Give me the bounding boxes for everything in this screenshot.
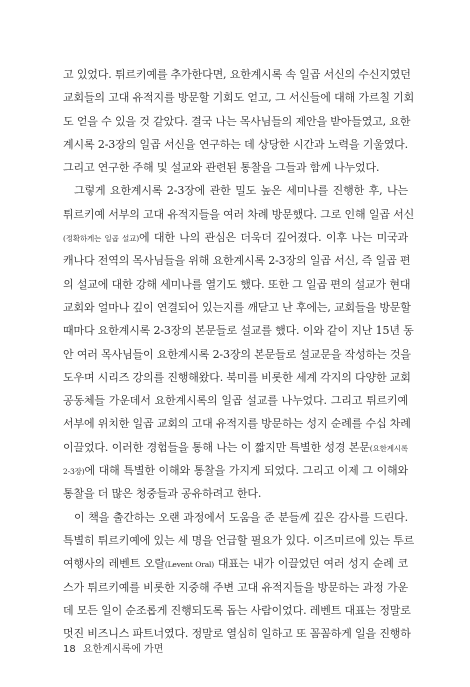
text-line: 교회들의 고대 유적지를 방문할 기회도 얻고, 그 서신들에 대해 가르칠 기회 xyxy=(63,91,415,105)
body-text xyxy=(63,63,415,645)
text-line: 2-3장)에 대해 특별한 이해와 통찰을 가지게 되었다. 그리고 이제 그 이해와 xyxy=(63,464,408,478)
text-line: 멋진 비즈니스 파트너였다. 정말로 열심히 일하고 또 꼼꼼하게 일을 진행하 xyxy=(63,627,411,641)
text-line: 도우며 시리즈 강의를 진행해왔다. 북미를 비롯한 세계 각지의 다양한 교회 xyxy=(63,370,411,384)
page-number: 18 xyxy=(63,644,76,655)
text-line: 때마다 요한계시록 2-3장의 본문들로 설교를 했다. 이와 같이 지난 15년 동 xyxy=(63,324,414,338)
text-line: 통찰을 더 많은 청중들과 공유하려고 한다. xyxy=(63,487,262,501)
parenthetical-note: 2-3장) xyxy=(63,467,85,477)
text-line: 이 책을 출간하는 오랜 과정에서 도움을 준 분들께 깊은 감사를 드린다. xyxy=(74,510,408,524)
text-line: 그렇게 요한계시록 2-3장에 관한 밀도 높은 세미나를 진행한 후, 나는 xyxy=(74,184,408,198)
text-line: 도 얻을 수 있을 것 같았다. 결국 나는 목사님들의 제안을 받아들였고, 요한 xyxy=(63,114,411,128)
text-line: 교회와 얼마나 깊이 연결되어 있는지를 깨닫고 난 후에는, 교회들을 방문할 xyxy=(63,300,411,314)
text-line: 공동체들 가운데서 요한계시록의 일곱 설교를 나누었다. 그리고 튀르키예 xyxy=(63,394,408,408)
running-title: 요한계시록에 가면 xyxy=(82,644,164,655)
text-line: 고 있었다. 튀르키예를 추가한다면, 요한계시록 속 일곱 서신의 수신지였던 xyxy=(63,68,411,81)
text-line: 서부에 위치한 일곱 교회의 고대 유적지를 방문하는 성지 순례를 수십 차례 xyxy=(63,417,411,431)
text-line: 그리고 연구한 주해 및 설교와 관련된 통찰을 그들과 함께 나누었다. xyxy=(63,161,380,175)
text-line: 스가 튀르키예를 비롯한 지중해 주변 고대 유적지들을 방문하는 과정 가운 xyxy=(63,580,408,594)
text-line: 의 설교에 대한 강해 세미나를 열기도 했다. 또한 그 일곱 편의 설교가 현대 xyxy=(63,277,411,291)
text-line: 이끌었다. 이러한 경험들을 통해 나는 이 짧지만 특별한 성경 본문(요한계시록 xyxy=(63,440,408,454)
text-line: 튀르키예 서부의 고대 유적지들을 여러 차례 방문했다. 그로 인해 일곱 서신 xyxy=(63,207,415,221)
text-line: 여행사의 레벤트 오랄(Levent Oral) 대표는 내가 이끌었던 여러 성지 순례 코 xyxy=(63,557,408,571)
text-line: 캐나다 전역의 목사님들을 위해 요한계시록 2-3장의 일곱 서신, 즉 일곱 편 xyxy=(63,254,411,268)
text-line: 특별히 튀르키예에 있는 세 명을 언급할 필요가 있다. 이즈미르에 있는 투르 xyxy=(63,533,415,547)
text-line: (정확하게는 일곱 설교)에 대한 나의 관심은 더욱더 깊어졌다. 이후 나는 미국과 xyxy=(63,231,408,245)
text-line: 계시록 2-3장의 일곱 서신을 연구하는 데 상당한 시간과 노력을 기울였다. xyxy=(63,137,408,151)
page-footer xyxy=(63,640,163,655)
parenthetical-note: (Levent Oral) xyxy=(164,560,215,570)
parenthetical-note: (정확하게는 일곱 설교) xyxy=(63,234,139,244)
text-line: 데 모든 일이 순조롭게 진행되도록 돕는 사람이었다. 레벤트 대표는 정말로 xyxy=(63,603,411,617)
text-line: 안 여러 목사님들이 요한계시록 2-3장의 본문들로 설교문을 작성하는 것을 xyxy=(63,347,411,361)
parenthetical-note: (요한계시록 xyxy=(369,443,408,453)
